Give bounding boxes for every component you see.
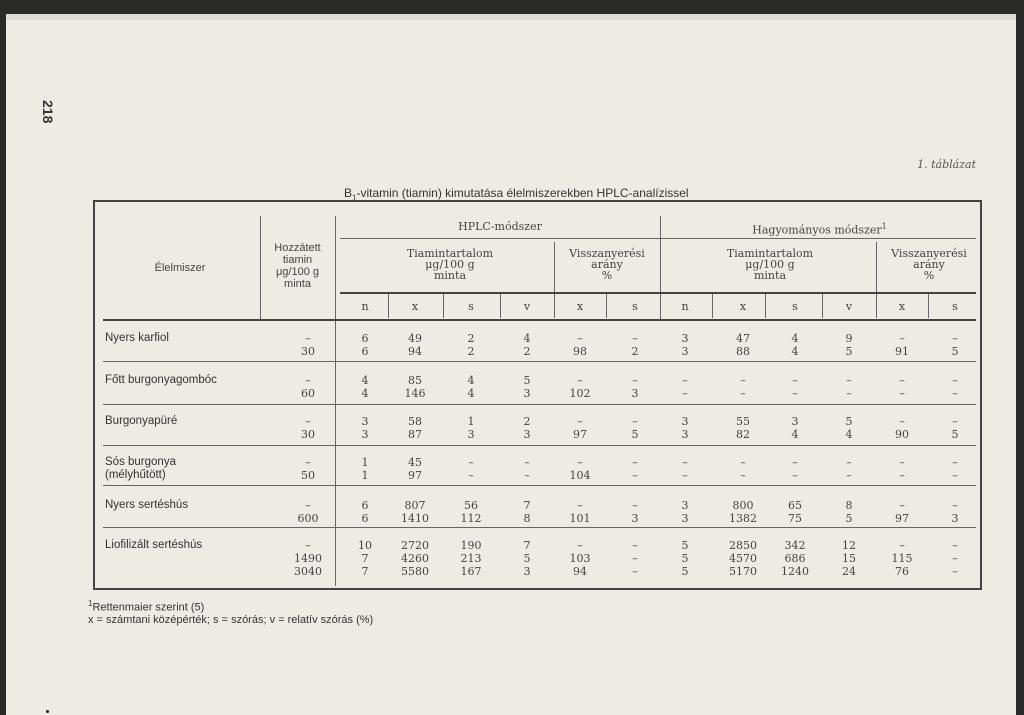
table-cell: 6	[361, 345, 369, 358]
header-traditional-sup: 1	[881, 222, 887, 231]
header-added-0: Hozzátett	[274, 242, 321, 254]
table-cell: –	[952, 387, 958, 400]
table-cell: 102	[569, 387, 591, 400]
header-traditional	[663, 221, 976, 237]
table-cell: –	[577, 456, 583, 469]
hrule-row-0	[103, 361, 976, 362]
table-cell: 3040	[294, 565, 322, 578]
table-cell: 5	[845, 345, 853, 358]
table-cell: –	[632, 552, 638, 565]
row-label: Főtt burgonyagombóc	[105, 374, 217, 386]
page-number: 218	[40, 100, 56, 124]
sub-trad-0: n	[681, 300, 689, 313]
table-cell: 3	[681, 428, 689, 441]
table-cell: 5	[845, 512, 853, 525]
table-cell: –	[952, 552, 958, 565]
table-cell: 1	[361, 469, 369, 482]
table-cell: –	[305, 539, 311, 552]
table-cell: 85	[408, 374, 422, 387]
table-cell: 2	[523, 415, 531, 428]
table-cell: 167	[460, 565, 482, 578]
table-cell: –	[682, 387, 688, 400]
header-traditional-text: Hagyományos módszer	[752, 223, 882, 237]
header-hplc-content-0: Tiamintartalom	[406, 247, 494, 260]
hrule-row-3	[103, 485, 976, 486]
table-cell: 7	[361, 552, 369, 565]
table-cell: 5170	[729, 565, 757, 578]
header-hplc-content-2: minta	[433, 269, 466, 282]
title-prefix: B	[344, 186, 353, 200]
table-cell: 2850	[729, 539, 757, 552]
table-cell: –	[899, 332, 905, 345]
sub-trad-2: s	[792, 300, 798, 313]
table-cell: –	[952, 565, 958, 578]
header-trad-recovery-1: arány	[913, 258, 945, 271]
sub-hplc-5: s	[632, 300, 638, 313]
table-cell: –	[305, 456, 311, 469]
row-label: (mélyhűtött)	[105, 469, 166, 481]
table-cell: –	[682, 456, 688, 469]
sub-trad-4: x	[898, 300, 906, 313]
table-cell: 104	[569, 469, 591, 482]
footnote-1-marker: 1	[88, 599, 93, 608]
table-cell: 3	[681, 512, 689, 525]
table-cell: 56	[464, 499, 478, 512]
table-cell: –	[740, 387, 746, 400]
table-cell: 4	[845, 428, 853, 441]
table-cell: 2	[523, 345, 531, 358]
table-cell: 101	[569, 512, 591, 525]
header-trad-recovery-0: Visszanyerési	[891, 247, 967, 260]
table-cell: –	[952, 499, 958, 512]
table-cell: 342	[784, 539, 806, 552]
table-cell: 4	[467, 374, 475, 387]
sub-hplc-1: x	[411, 300, 419, 313]
table-cell: 103	[569, 552, 591, 565]
table-cell: 4	[467, 387, 475, 400]
table-cell: 213	[460, 552, 482, 565]
vrule-method-split	[660, 216, 661, 321]
header-added-3: minta	[284, 278, 311, 290]
table-cell: 1240	[781, 565, 809, 578]
table-cell: –	[899, 539, 905, 552]
table-cell: 3	[631, 512, 639, 525]
table-cell: 2	[467, 332, 475, 345]
table-cell: –	[682, 469, 688, 482]
table-cell: 1490	[294, 552, 322, 565]
table-cell: 7	[361, 565, 369, 578]
vrule-sub-7	[822, 294, 823, 318]
header-food: Élelmiszer	[154, 262, 206, 274]
table-cell: 12	[842, 539, 856, 552]
table-cell: 5	[845, 415, 853, 428]
table-cell: 1	[467, 415, 475, 428]
title-text: -vitamin (tiamin) kimutatása élelmiszerekben HPLC-analízissel	[356, 186, 689, 200]
table-cell: –	[577, 332, 583, 345]
table-cell: 94	[573, 565, 587, 578]
table-cell: –	[305, 415, 311, 428]
sub-trad-1: x	[739, 300, 747, 313]
vrule-sub-6	[765, 294, 766, 318]
table-cell: –	[792, 374, 798, 387]
table-cell: 190	[460, 539, 482, 552]
table-cell: 6	[361, 512, 369, 525]
table-cell: 2	[631, 345, 639, 358]
table-cell: –	[846, 387, 852, 400]
sub-hplc-0: n	[361, 300, 369, 313]
table-label: 1. táblázat	[917, 158, 976, 171]
vrule-hplc-rec	[554, 242, 555, 294]
table-cell: 9	[845, 332, 853, 345]
table-cell: 24	[842, 565, 856, 578]
sub-hplc-3: v	[523, 300, 531, 313]
table-cell: 30	[301, 428, 315, 441]
table-cell: 7	[523, 539, 531, 552]
sub-hplc-4: x	[576, 300, 584, 313]
table-cell: –	[468, 456, 474, 469]
table-cell: 94	[408, 345, 422, 358]
table-cell: 5	[523, 552, 531, 565]
table-cell: –	[740, 456, 746, 469]
table-cell: –	[899, 499, 905, 512]
footnote-2: x = számtani középérték; s = szórás; v = relatív szórás (%)	[88, 614, 374, 626]
table-cell: 5	[951, 428, 959, 441]
hrule-row-4	[103, 527, 976, 528]
table-cell: –	[952, 539, 958, 552]
table-cell: –	[952, 332, 958, 345]
table-cell: –	[899, 415, 905, 428]
table-cell: 98	[573, 345, 587, 358]
vrule-sub-1	[443, 294, 444, 318]
vrule-sub-3	[554, 294, 555, 318]
table-cell: 3	[791, 415, 799, 428]
table-cell: –	[577, 499, 583, 512]
table-cell: 55	[736, 415, 750, 428]
table-cell: –	[899, 387, 905, 400]
table-cell: –	[899, 469, 905, 482]
table-cell: 5	[951, 345, 959, 358]
table-cell: –	[305, 332, 311, 345]
table-cell: –	[632, 565, 638, 578]
table-cell: –	[305, 499, 311, 512]
table-cell: 88	[736, 345, 750, 358]
table-cell: 5	[681, 539, 689, 552]
table-cell: 5	[681, 565, 689, 578]
table-cell: 3	[681, 345, 689, 358]
table-cell: –	[577, 415, 583, 428]
table-cell: 3	[523, 387, 531, 400]
table-cell: –	[524, 469, 530, 482]
title-subscript: 1	[352, 193, 357, 203]
table-cell: 3	[361, 415, 369, 428]
table-cell: 97	[408, 469, 422, 482]
table-cell: 2720	[401, 539, 429, 552]
header-trad-content-0: Tiamintartalom	[726, 247, 814, 260]
table-cell: 800	[732, 499, 754, 512]
table-cell: –	[632, 499, 638, 512]
vrule-sub-8	[876, 294, 877, 318]
hrule-header-bottom	[103, 319, 976, 321]
hrule-row-2	[103, 445, 976, 446]
table-cell: 807	[404, 499, 426, 512]
table-cell: 49	[408, 332, 422, 345]
vrule-sub-9	[928, 294, 929, 318]
table-cell: –	[952, 456, 958, 469]
header-trad-content-1: μg/100 g	[745, 258, 795, 271]
table-cell: 5580	[401, 565, 429, 578]
table-cell: 4	[791, 345, 799, 358]
table-cell: –	[792, 387, 798, 400]
table-cell: –	[305, 374, 311, 387]
table-cell: 4570	[729, 552, 757, 565]
header-hplc-recovery-1: arány	[591, 258, 623, 271]
table-cell: 15	[842, 552, 856, 565]
sub-trad-5: s	[952, 300, 958, 313]
table-cell: 4	[361, 387, 369, 400]
vrule-sub-4	[606, 294, 607, 318]
table-cell: 3	[631, 387, 639, 400]
table-cell: 4	[361, 374, 369, 387]
table-cell: 600	[297, 512, 319, 525]
table-cell: –	[632, 539, 638, 552]
table-cell: 1	[361, 456, 369, 469]
table-cell: 5	[631, 428, 639, 441]
table-cell: 2	[467, 345, 475, 358]
table-cell: 1382	[729, 512, 757, 525]
table-cell: –	[632, 456, 638, 469]
sub-hplc-2: s	[468, 300, 474, 313]
table-cell: –	[952, 415, 958, 428]
table-cell: 3	[361, 428, 369, 441]
table-cell: 60	[301, 387, 315, 400]
table-cell: 4	[791, 332, 799, 345]
table-cell: 10	[358, 539, 372, 552]
vrule-sub-0	[388, 294, 389, 318]
table-cell: –	[632, 469, 638, 482]
table-cell: –	[632, 415, 638, 428]
row-label: Burgonyapüré	[105, 415, 178, 427]
table-cell: 58	[408, 415, 422, 428]
table-cell: 112	[460, 512, 482, 525]
table-cell: 686	[784, 552, 806, 565]
table-cell: 47	[736, 332, 750, 345]
scan-speck	[46, 710, 49, 713]
header-added-1: tiamin	[282, 254, 313, 266]
hrule-row-1	[103, 404, 976, 405]
table-cell: 5	[523, 374, 531, 387]
table-cell: 1410	[401, 512, 429, 525]
row-label: Nyers karfiol	[105, 332, 169, 344]
table-cell: 115	[891, 552, 913, 565]
table-cell: 6	[361, 332, 369, 345]
table-cell: 75	[788, 512, 802, 525]
table-cell: 90	[895, 428, 909, 441]
hrule-method	[340, 238, 976, 239]
table-cell: 6	[361, 499, 369, 512]
table-cell: 3	[467, 428, 475, 441]
table-cell: –	[792, 469, 798, 482]
table-cell: 5	[681, 552, 689, 565]
table-cell: 8	[523, 512, 531, 525]
page-edge	[6, 14, 1016, 20]
header-hplc-recovery-0: Visszanyerési	[569, 247, 645, 260]
data-table	[93, 200, 982, 590]
table-cell: 8	[845, 499, 853, 512]
vrule-sub-5	[712, 294, 713, 318]
table-cell: –	[468, 469, 474, 482]
table-cell: 50	[301, 469, 315, 482]
table-cell: –	[740, 469, 746, 482]
row-label: Sós burgonya	[105, 456, 176, 468]
table-cell: –	[952, 374, 958, 387]
vrule-sub-2	[500, 294, 501, 318]
header-hplc: HPLC-módszer	[458, 220, 542, 233]
table-cell: 4260	[401, 552, 429, 565]
vrule-added	[335, 216, 336, 586]
header-trad-recovery-2: %	[923, 269, 935, 282]
header-hplc-content-1: μg/100 g	[425, 258, 475, 271]
hrule-subheader	[340, 292, 976, 294]
table-cell: 87	[408, 428, 422, 441]
row-label: Liofilizált sertéshús	[105, 539, 203, 551]
table-cell: 3	[523, 428, 531, 441]
table-cell: 97	[573, 428, 587, 441]
row-label: Nyers sertéshús	[105, 499, 189, 511]
vrule-trad-rec	[876, 242, 877, 294]
footnote-1	[88, 599, 204, 614]
book-page	[6, 14, 1016, 715]
table-cell: 91	[895, 345, 909, 358]
header-hplc-recovery-2: %	[601, 269, 613, 282]
table-cell: –	[899, 456, 905, 469]
footnote-1-text: Rettenmaier szerint (5)	[92, 601, 205, 614]
table-cell: 76	[895, 565, 909, 578]
table-cell: –	[632, 332, 638, 345]
table-cell: 3	[523, 565, 531, 578]
table-cell: –	[792, 456, 798, 469]
header-added-2: μg/100 g	[275, 266, 320, 278]
table-cell: 3	[681, 499, 689, 512]
table-cell: 4	[523, 332, 531, 345]
table-cell: –	[899, 374, 905, 387]
table-cell: 7	[523, 499, 531, 512]
table-cell: –	[632, 374, 638, 387]
table-cell: 82	[736, 428, 750, 441]
table-cell: –	[740, 374, 746, 387]
table-cell: 3	[681, 415, 689, 428]
table-cell: 3	[681, 332, 689, 345]
table-cell: –	[846, 374, 852, 387]
table-cell: 97	[895, 512, 909, 525]
table-cell: 4	[791, 428, 799, 441]
table-cell: –	[952, 469, 958, 482]
table-cell: 30	[301, 345, 315, 358]
table-cell: –	[846, 469, 852, 482]
table-cell: 45	[408, 456, 422, 469]
table-cell: –	[577, 374, 583, 387]
table-cell: 3	[951, 512, 959, 525]
table-cell: –	[577, 539, 583, 552]
table-cell: –	[846, 456, 852, 469]
table-cell: 146	[404, 387, 426, 400]
table-cell: –	[682, 374, 688, 387]
table-cell: 65	[788, 499, 802, 512]
sub-trad-3: v	[845, 300, 853, 313]
header-trad-content-2: minta	[753, 269, 786, 282]
table-cell: –	[524, 456, 530, 469]
